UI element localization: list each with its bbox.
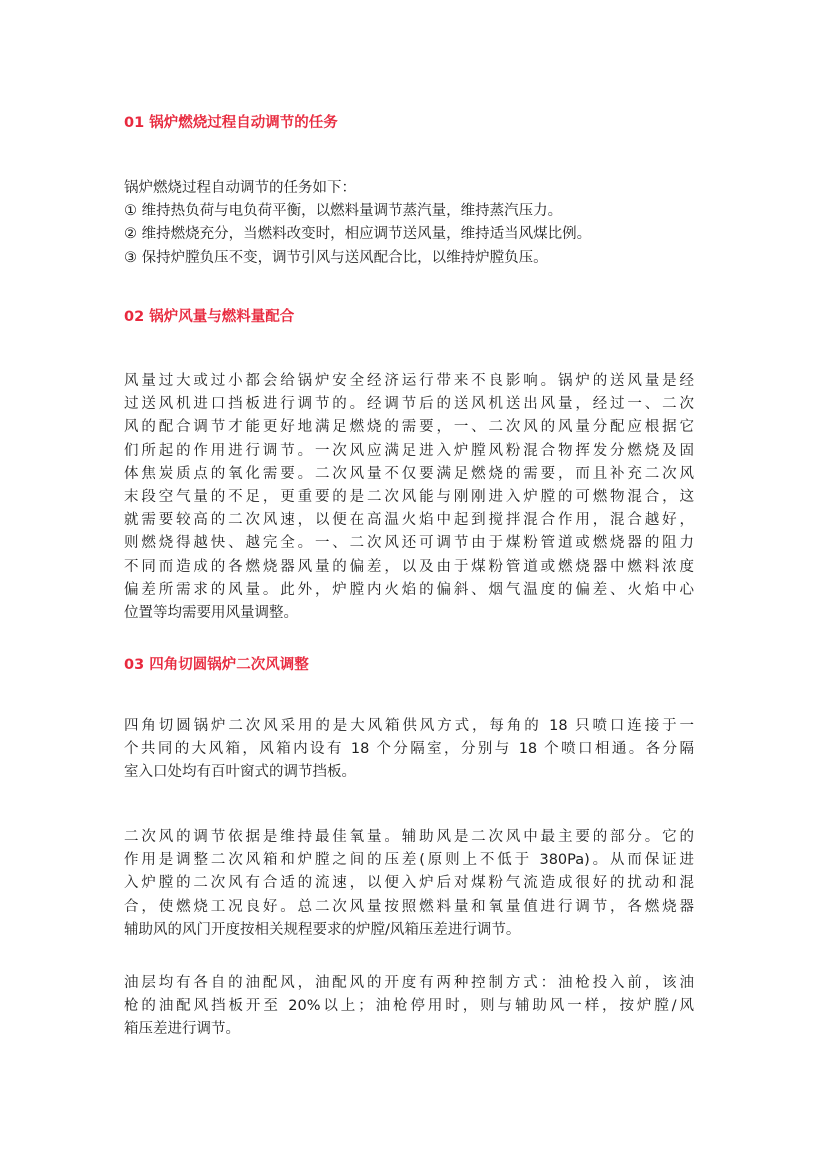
paragraph-line: 辅助风的风门开度按相关规程要求的炉膛/风箱压差进行调节。 (124, 921, 521, 938)
section-03-paragraph-2 (124, 826, 694, 942)
paragraph-line: 不同而造成的各燃烧器风量的偏差，以及由于煤粉管道或燃烧器中燃料浓度 (124, 558, 694, 575)
list-item: ① 维持热负荷与电负荷平衡，以燃料量调节蒸汽量，维持蒸汽压力。 (124, 203, 563, 220)
paragraph-line: 四角切圆锅炉二次风采用的是大风箱供风方式，每角的 18 只喷口连接于一 (124, 718, 694, 734)
paragraph-line: 就需要较高的二次风速，以便在高温火焰中起到搅拌混合作用，混合越好， (124, 512, 694, 529)
paragraph-line: 体焦炭质点的氧化需要。二次风量不仅要满足燃烧的需要，而且补充二次风 (124, 465, 694, 482)
paragraph-line: 作用是调整二次风箱和炉膛之间的压差(原则上不低于 380Pa)。从而保证进 (124, 852, 694, 869)
section-03-paragraph-1 (124, 715, 694, 785)
paragraph-line: 二次风的调节依据是维持最佳氧量。辅助风是二次风中最主要的部分。它的 (124, 829, 694, 845)
paragraph-line: 过送风机进口挡板进行调节的。经调节后的送风机送出风量，经过一、二次 (124, 396, 694, 413)
paragraph-line: 偏差所需求的风量。此外，炉膛内火焰的偏斜、烟气温度的偏差、火焰中心 (124, 581, 694, 598)
paragraph-line: 枪的油配风挡板开至 20%以上；油枪停用时，则与辅助风一样，按炉膛/风 (124, 998, 694, 1015)
paragraph-line: 个共同的大风箱，风箱内设有 18 个分隔室，分别与 18 个喷口相通。各分隔 (124, 741, 694, 758)
paragraph-line: 风的配合调节才能更好地满足燃烧的需要，一、二次风的风量分配应根据它 (124, 419, 694, 436)
section-02-paragraph (124, 370, 694, 625)
paragraph-line: 室入口处均有百叶窗式的调节挡板。 (124, 764, 356, 781)
paragraph-line: 们所起的作用进行调节。一次风应满足进入炉膛风粉混合物挥发分燃烧及固 (124, 442, 694, 459)
paragraph-line: 合，使燃烧工况良好。总二次风量按照燃料量和氧量值进行调节，各燃烧器 (124, 898, 694, 915)
paragraph-line: 末段空气量的不足，更重要的是二次风能与刚刚进入炉膛的可燃物混合，这 (124, 489, 694, 506)
section-heading-01: 01 锅炉燃烧过程自动调节的任务 (124, 115, 338, 131)
paragraph-line: 入炉膛的二次风有合适的流速，以便入炉后对煤粉气流造成很好的扰动和混 (124, 875, 694, 892)
paragraph-line: 风量过大或过小都会给锅炉安全经济运行带来不良影响。锅炉的送风量是经 (124, 373, 694, 389)
section-heading-03: 03 四角切圆锅炉二次风调整 (124, 657, 309, 673)
list-item: ② 维持燃烧充分，当燃料改变时，相应调节送风量，维持适当风煤比例。 (124, 226, 592, 243)
paragraph-line: 箱压差进行调节。 (124, 1021, 240, 1038)
paragraph-line: 油层均有各自的油配风，油配风的开度有两种控制方式：油枪投入前，该油 (124, 975, 694, 991)
section-01-intro: 锅炉燃烧过程自动调节的任务如下： (124, 180, 356, 196)
section-heading-02: 02 锅炉风量与燃料量配合 (124, 309, 295, 325)
paragraph-line: 则燃烧得越快、越完全。一、二次风还可调节由于煤粉管道或燃烧器的阻力 (124, 535, 694, 552)
paragraph-line: 位置等均需要用风量调整。 (124, 605, 298, 622)
section-03-paragraph-3 (124, 972, 694, 1042)
section-01-body (124, 177, 694, 270)
list-item: ③ 保持炉膛负压不变，调节引风与送风配合比，以维持炉膛负压。 (124, 249, 548, 266)
